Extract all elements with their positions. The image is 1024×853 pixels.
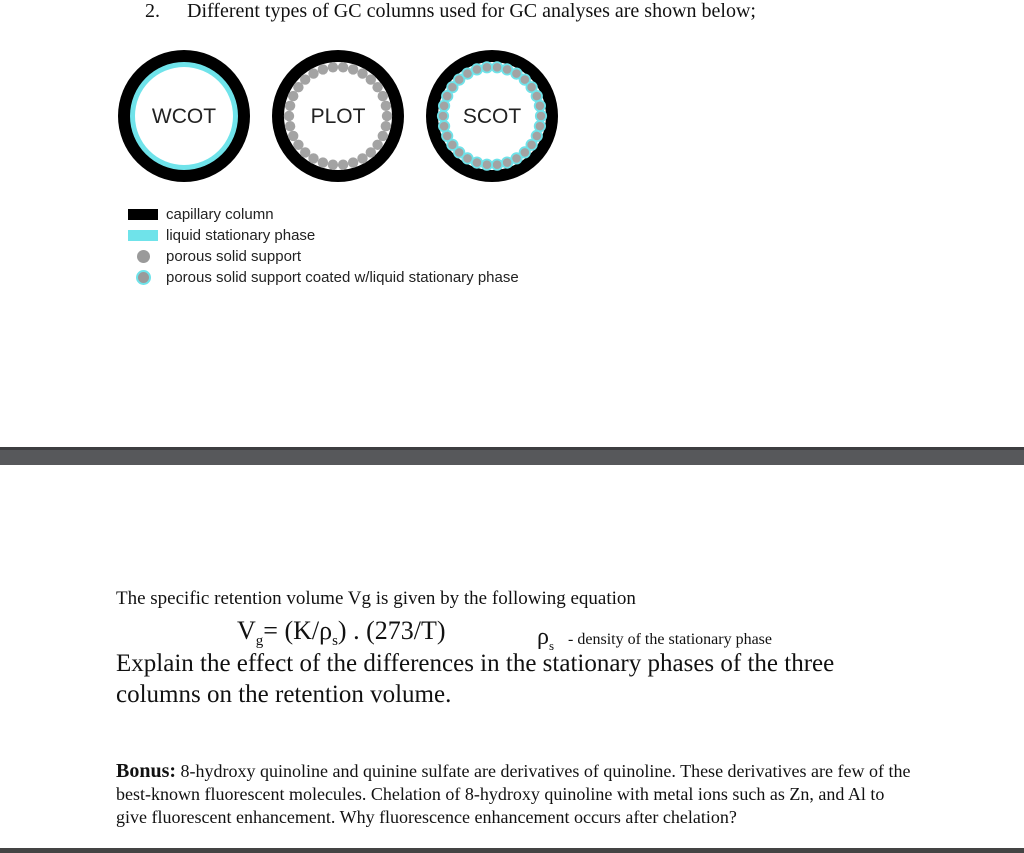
legend-item-capillary <box>128 204 519 225</box>
legend-label: liquid stationary phase <box>166 227 316 244</box>
plot-column <box>272 50 404 182</box>
bead <box>378 91 388 101</box>
eq-end: ) . (273/T) <box>337 616 446 645</box>
retention-equation <box>237 616 446 650</box>
bead <box>535 101 545 111</box>
bonus-text: 8-hydroxy quinoline and quinine sulfate are derivatives of quinoline. These derivatives are few of the best-known fluorescent molecules. Chelation of 8-hydroxy quinoline with metal ions such as Zn, and Al to give fluorescent enhancement. Why fluorescence enhancement occurs after chelation? <box>116 761 911 827</box>
question-line <box>145 0 756 23</box>
bead <box>472 64 482 74</box>
legend-item-solid <box>128 246 519 267</box>
coated-support-dot-icon <box>136 270 151 285</box>
bead <box>318 157 328 167</box>
bead <box>366 147 376 157</box>
bead <box>288 131 298 141</box>
legend-item-coated <box>128 267 519 288</box>
bead <box>285 121 295 131</box>
bead <box>285 101 295 111</box>
bead <box>438 111 448 121</box>
eq-sub-s: s <box>332 633 338 650</box>
bead <box>381 121 391 131</box>
eq-sub-g: g <box>255 633 264 650</box>
bead <box>338 160 348 170</box>
bead <box>357 153 367 163</box>
bead <box>348 64 358 74</box>
wcot-column <box>118 50 250 182</box>
bead <box>372 82 382 92</box>
bottom-rule <box>0 848 1024 853</box>
bead <box>338 62 348 72</box>
eq-v: V <box>237 616 256 645</box>
bead <box>308 68 318 78</box>
liquid-swatch-icon <box>128 230 158 241</box>
bead <box>382 111 392 121</box>
rho-char: ρ <box>537 624 549 650</box>
capillary-swatch-icon <box>128 209 158 220</box>
bead <box>293 140 303 150</box>
bead <box>381 101 391 111</box>
eq-mid: = (K/ρ <box>263 616 333 645</box>
bead <box>308 153 318 163</box>
bead <box>536 111 546 121</box>
plot-label: PLOT <box>310 105 366 128</box>
legend-label: porous solid support coated w/liquid stationary phase <box>166 269 519 286</box>
solid-support-dot-icon <box>137 250 150 263</box>
scot-label: SCOT <box>462 105 522 128</box>
bead <box>284 111 294 121</box>
wcot-label: WCOT <box>151 105 217 128</box>
legend-label: porous solid support <box>166 248 302 265</box>
bead <box>348 157 358 167</box>
bonus-label: Bonus: <box>116 760 177 782</box>
bonus-question <box>116 760 916 829</box>
rho-def-text: - density of the stationary phase <box>568 631 772 648</box>
retention-intro: The specific retention volume Vg is given by the following equation <box>116 588 636 609</box>
bead <box>482 62 492 72</box>
bead <box>357 68 367 78</box>
bead <box>318 64 328 74</box>
bead <box>328 160 338 170</box>
question-text: Different types of GC columns used for GC analyses are shown below; <box>187 0 756 22</box>
bead <box>328 62 338 72</box>
rho-sub: s <box>548 637 555 653</box>
scot-column <box>426 50 558 182</box>
question-number: 2. <box>145 0 160 22</box>
legend-label: capillary column <box>166 206 274 223</box>
bead <box>492 62 502 72</box>
explain-question: Explain the effect of the differences in the stationary phases of the three columns on the retention volume. <box>116 650 835 708</box>
bead <box>288 91 298 101</box>
legend-item-liquid <box>128 225 519 246</box>
legend <box>128 204 519 288</box>
bead <box>378 131 388 141</box>
bead <box>300 74 310 84</box>
page-divider <box>0 447 1024 465</box>
bead <box>502 157 512 167</box>
gc-columns-diagram <box>110 40 580 200</box>
bead <box>439 121 449 131</box>
bead <box>482 160 492 170</box>
bead <box>492 160 502 170</box>
rho-symbol <box>537 624 555 653</box>
